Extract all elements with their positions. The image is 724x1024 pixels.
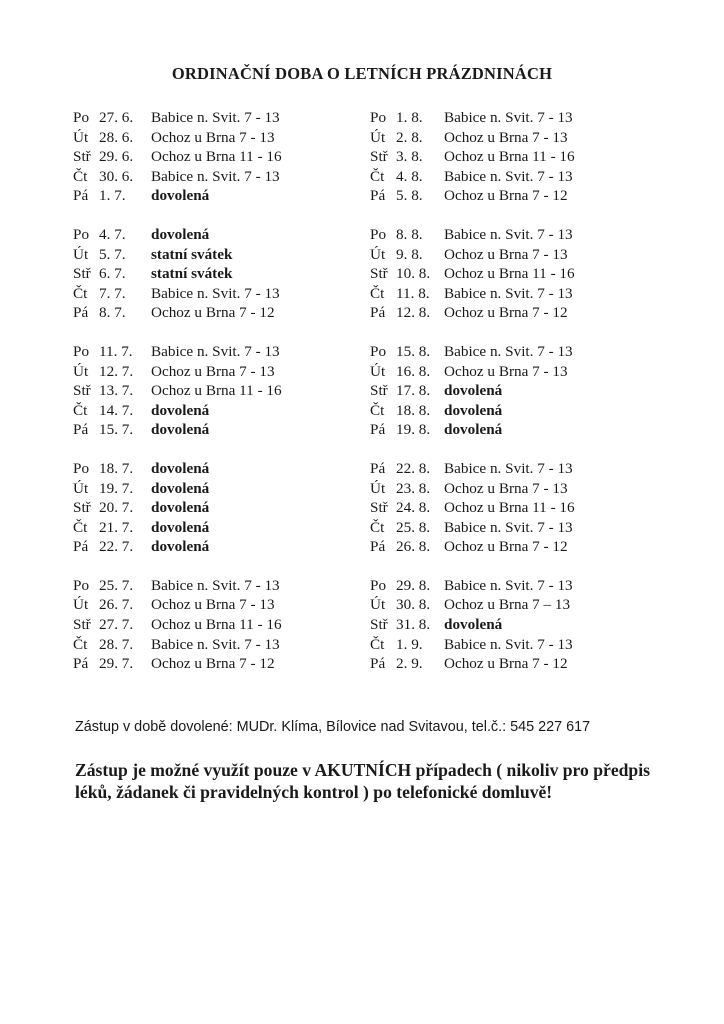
- weekday: Po: [370, 576, 387, 594]
- weekday: Stř: [73, 382, 91, 400]
- schedule-row: [73, 147, 373, 167]
- office-hours: Babice n. Svit. 7 - 13: [151, 284, 280, 302]
- weekday: Po: [370, 225, 387, 243]
- date: 19. 8.: [396, 421, 431, 439]
- date: 5. 7.: [99, 245, 126, 263]
- weekday: Pá: [370, 187, 386, 205]
- schedule-row: [370, 147, 670, 167]
- schedule-row: [73, 245, 373, 265]
- weekday: Po: [73, 109, 90, 126]
- date: 30. 8.: [396, 596, 431, 614]
- date: 2. 9.: [396, 655, 423, 673]
- schedule-row: [370, 498, 670, 518]
- weekday: Stř: [370, 499, 388, 517]
- office-hours: Ochoz u Brna 7 - 12: [151, 304, 275, 322]
- weekday: Po: [73, 576, 90, 594]
- date: 26. 8.: [396, 538, 431, 556]
- weekday: Po: [73, 342, 90, 360]
- weekday: Pá: [73, 421, 89, 439]
- office-hours: Ochoz u Brna 11 - 16: [151, 382, 282, 400]
- date: 1. 9.: [396, 635, 423, 653]
- date: 26. 7.: [99, 596, 134, 614]
- date: 12. 7.: [99, 362, 134, 380]
- weekday: Čt: [73, 518, 88, 536]
- schedule-row: [73, 635, 373, 655]
- office-hours: Ochoz u Brna 7 - 13: [444, 245, 568, 263]
- schedule-row: [370, 225, 670, 245]
- substitute-note: Zástup v době dovolené: MUDr. Klíma, Bílovice nad Svitavou, tel.č.: 545 227 617: [75, 719, 591, 735]
- week-group: [370, 108, 670, 206]
- office-hours: dovolená: [444, 421, 503, 439]
- date: 15. 7.: [99, 421, 134, 439]
- office-hours: Ochoz u Brna 7 - 12: [151, 655, 275, 673]
- weekday: Stř: [370, 265, 388, 283]
- date: 1. 8.: [396, 109, 423, 126]
- date: 12. 8.: [396, 304, 431, 322]
- date: 27. 6.: [99, 109, 134, 126]
- office-hours: Babice n. Svit. 7 - 13: [444, 518, 573, 536]
- date: 22. 7.: [99, 538, 134, 556]
- date: 18. 8.: [396, 401, 431, 419]
- office-hours: Babice n. Svit. 7 - 13: [444, 225, 573, 243]
- office-hours: dovolená: [151, 538, 210, 556]
- schedule-row: [370, 264, 670, 284]
- office-hours: Babice n. Svit. 7 - 13: [151, 342, 280, 360]
- date: 15. 8.: [396, 342, 431, 360]
- schedule-column-july: [73, 108, 373, 693]
- date: 4. 7.: [99, 225, 126, 243]
- office-hours: statní svátek: [151, 265, 233, 283]
- acute-cases-warning: Zástup je možné využít pouze v AKUTNÍCH případech ( nikoliv pro předpis léků, žádanek či pravidelných kontrol ) po telefonické domluvě!: [75, 760, 650, 802]
- date: 13. 7.: [99, 382, 134, 400]
- office-hours: Babice n. Svit. 7 - 13: [444, 459, 573, 477]
- weekday: Pá: [73, 187, 89, 205]
- weekday: Út: [73, 596, 89, 614]
- weekday: Pá: [73, 538, 89, 556]
- weekday: Stř: [73, 499, 91, 517]
- schedule-row: [73, 362, 373, 382]
- weekday: Čt: [370, 401, 385, 419]
- date: 8. 7.: [99, 304, 126, 322]
- weekday: Pá: [370, 421, 386, 439]
- schedule-row: [73, 284, 373, 304]
- date: 22. 8.: [396, 459, 431, 477]
- schedule-row: [370, 479, 670, 499]
- schedule-row: [73, 459, 373, 479]
- date: 8. 8.: [396, 225, 423, 243]
- office-hours: Ochoz u Brna 7 - 12: [444, 538, 568, 556]
- office-hours: Ochoz u Brna 7 - 13: [444, 479, 568, 497]
- office-hours: Ochoz u Brna 7 - 13: [151, 362, 275, 380]
- weekday: Pá: [370, 459, 386, 477]
- schedule-row: [370, 167, 670, 187]
- date: 28. 7.: [99, 635, 134, 653]
- schedule-row: [73, 615, 373, 635]
- office-hours: Babice n. Svit. 7 - 13: [151, 576, 280, 594]
- weekday: Út: [370, 596, 386, 614]
- date: 29. 6.: [99, 148, 134, 166]
- weekday: Út: [370, 128, 386, 146]
- office-hours: Ochoz u Brna 7 - 12: [444, 655, 568, 673]
- weekday: Čt: [370, 518, 385, 536]
- weekday: Stř: [73, 265, 91, 283]
- schedule-row: [370, 654, 670, 674]
- office-hours: Ochoz u Brna 7 - 12: [444, 304, 568, 322]
- office-hours: Babice n. Svit. 7 - 13: [444, 109, 573, 126]
- schedule-row: [73, 576, 373, 596]
- schedule-row: [73, 518, 373, 538]
- office-hours: dovolená: [151, 401, 210, 419]
- date: 11. 7.: [99, 342, 133, 360]
- office-hours: Ochoz u Brna 11 - 16: [444, 499, 575, 517]
- date: 10. 8.: [396, 265, 431, 283]
- schedule-row: [73, 303, 373, 323]
- date: 19. 7.: [99, 479, 134, 497]
- date: 31. 8.: [396, 616, 431, 634]
- week-group: [73, 459, 373, 557]
- date: 11. 8.: [396, 284, 430, 302]
- office-hours: Ochoz u Brna 7 - 12: [444, 187, 568, 205]
- weekday: Čt: [370, 284, 385, 302]
- office-hours: dovolená: [444, 616, 503, 634]
- office-hours: Ochoz u Brna 11 - 16: [151, 148, 282, 166]
- office-hours: Ochoz u Brna 7 - 13: [444, 128, 568, 146]
- office-hours: dovolená: [151, 499, 210, 517]
- weekday: Pá: [370, 655, 386, 673]
- date: 25. 8.: [396, 518, 431, 536]
- schedule-row: [370, 595, 670, 615]
- weekday: Stř: [73, 616, 91, 634]
- schedule-row: [370, 420, 670, 440]
- weekday: Čt: [370, 635, 385, 653]
- date: 27. 7.: [99, 616, 134, 634]
- date: 5. 8.: [396, 187, 423, 205]
- schedule-row: [73, 264, 373, 284]
- office-hours: Ochoz u Brna 11 - 16: [444, 148, 575, 166]
- office-hours: dovolená: [444, 401, 503, 419]
- weekday: Út: [73, 245, 89, 263]
- schedule-row: [73, 342, 373, 362]
- schedule-row: [370, 576, 670, 596]
- schedule-row: [73, 401, 373, 421]
- weekday: Čt: [73, 635, 88, 653]
- date: 24. 8.: [396, 499, 431, 517]
- schedule-row: [370, 381, 670, 401]
- weekday: Pá: [370, 304, 386, 322]
- schedule-row: [370, 303, 670, 323]
- schedule-row: [73, 167, 373, 187]
- schedule-row: [73, 498, 373, 518]
- weekday: Po: [73, 459, 90, 477]
- schedule-row: [370, 459, 670, 479]
- date: 25. 7.: [99, 576, 134, 594]
- office-hours: Babice n. Svit. 7 - 13: [151, 635, 280, 653]
- schedule-row: [370, 245, 670, 265]
- date: 23. 8.: [396, 479, 431, 497]
- date: 9. 8.: [396, 245, 423, 263]
- schedule-row: [370, 518, 670, 538]
- weekday: Čt: [73, 284, 88, 302]
- weekday: Út: [370, 245, 386, 263]
- date: 18. 7.: [99, 459, 134, 477]
- schedule-row: [73, 420, 373, 440]
- office-hours: dovolená: [151, 421, 210, 439]
- week-group: [73, 225, 373, 323]
- date: 29. 8.: [396, 576, 431, 594]
- weekday: Stř: [370, 616, 388, 634]
- date: 6. 7.: [99, 265, 126, 283]
- week-group: [73, 342, 373, 440]
- date: 1. 7.: [99, 187, 126, 205]
- date: 4. 8.: [396, 167, 423, 185]
- office-hours: Ochoz u Brna 11 - 16: [444, 265, 575, 283]
- office-hours: dovolená: [151, 225, 210, 243]
- weekday: Čt: [370, 167, 385, 185]
- schedule-row: [73, 381, 373, 401]
- schedule-row: [73, 128, 373, 148]
- office-hours: Babice n. Svit. 7 - 13: [444, 284, 573, 302]
- week-group: [370, 459, 670, 557]
- date: 21. 7.: [99, 518, 134, 536]
- weekday: Čt: [73, 401, 88, 419]
- week-group: [370, 342, 670, 440]
- office-hours: Babice n. Svit. 7 - 13: [444, 635, 573, 653]
- schedule-row: [370, 284, 670, 304]
- office-hours: dovolená: [151, 459, 210, 477]
- schedule-row: [73, 537, 373, 557]
- weekday: Út: [73, 128, 89, 146]
- office-hours: Babice n. Svit. 7 - 13: [444, 342, 573, 360]
- office-hours: dovolená: [151, 187, 210, 205]
- schedule-row: [370, 108, 670, 128]
- office-hours: Ochoz u Brna 7 - 13: [151, 128, 275, 146]
- week-group: [370, 576, 670, 674]
- schedule-row: [370, 635, 670, 655]
- weekday: Po: [370, 342, 387, 360]
- schedule-column-august: [370, 108, 670, 693]
- weekday: Pá: [370, 538, 386, 556]
- date: 30. 6.: [99, 167, 134, 185]
- schedule-row: [370, 537, 670, 557]
- weekday: Út: [73, 362, 89, 380]
- weekday: Po: [370, 109, 387, 126]
- date: 3. 8.: [396, 148, 423, 166]
- schedule-row: [370, 186, 670, 206]
- week-group: [73, 108, 373, 206]
- office-hours: dovolená: [151, 518, 210, 536]
- office-hours: Babice n. Svit. 7 - 13: [444, 167, 573, 185]
- office-hours: Ochoz u Brna 7 - 13: [151, 596, 275, 614]
- schedule-row: [73, 186, 373, 206]
- schedule-row: [73, 108, 373, 128]
- weekday: Stř: [73, 148, 91, 166]
- date: 16. 8.: [396, 362, 431, 380]
- office-hours: dovolená: [151, 479, 210, 497]
- schedule-row: [370, 615, 670, 635]
- weekday: Čt: [73, 167, 88, 185]
- office-hours: Babice n. Svit. 7 - 13: [151, 109, 280, 126]
- office-hours: statní svátek: [151, 245, 233, 263]
- schedule-row: [370, 342, 670, 362]
- office-hours: Babice n. Svit. 7 - 13: [444, 576, 573, 594]
- schedule-row: [73, 654, 373, 674]
- weekday: Pá: [73, 304, 89, 322]
- schedule-row: [370, 128, 670, 148]
- weekday: Út: [370, 479, 386, 497]
- office-hours: Ochoz u Brna 7 - 13: [444, 362, 568, 380]
- weekday: Pá: [73, 655, 89, 673]
- date: 14. 7.: [99, 401, 134, 419]
- office-hours: Babice n. Svit. 7 - 13: [151, 167, 280, 185]
- weekday: Út: [73, 479, 89, 497]
- date: 2. 8.: [396, 128, 423, 146]
- weekday: Stř: [370, 382, 388, 400]
- weekday: Stř: [370, 148, 388, 166]
- schedule-row: [73, 479, 373, 499]
- weekday: Po: [73, 225, 90, 243]
- date: 7. 7.: [99, 284, 126, 302]
- date: 28. 6.: [99, 128, 134, 146]
- office-hours: dovolená: [444, 382, 503, 400]
- page-title: ORDINAČNÍ DOBA O LETNÍCH PRÁZDNINÁCH: [171, 64, 553, 83]
- week-group: [73, 576, 373, 674]
- schedule-row: [73, 595, 373, 615]
- date: 29. 7.: [99, 655, 134, 673]
- date: 17. 8.: [396, 382, 431, 400]
- schedule-row: [370, 401, 670, 421]
- week-group: [370, 225, 670, 323]
- schedule-row: [370, 362, 670, 382]
- weekday: Út: [370, 362, 386, 380]
- schedule-row: [73, 225, 373, 245]
- office-hours: Ochoz u Brna 7 – 13: [444, 596, 571, 614]
- date: 20. 7.: [99, 499, 134, 517]
- office-hours: Ochoz u Brna 11 - 16: [151, 616, 282, 634]
